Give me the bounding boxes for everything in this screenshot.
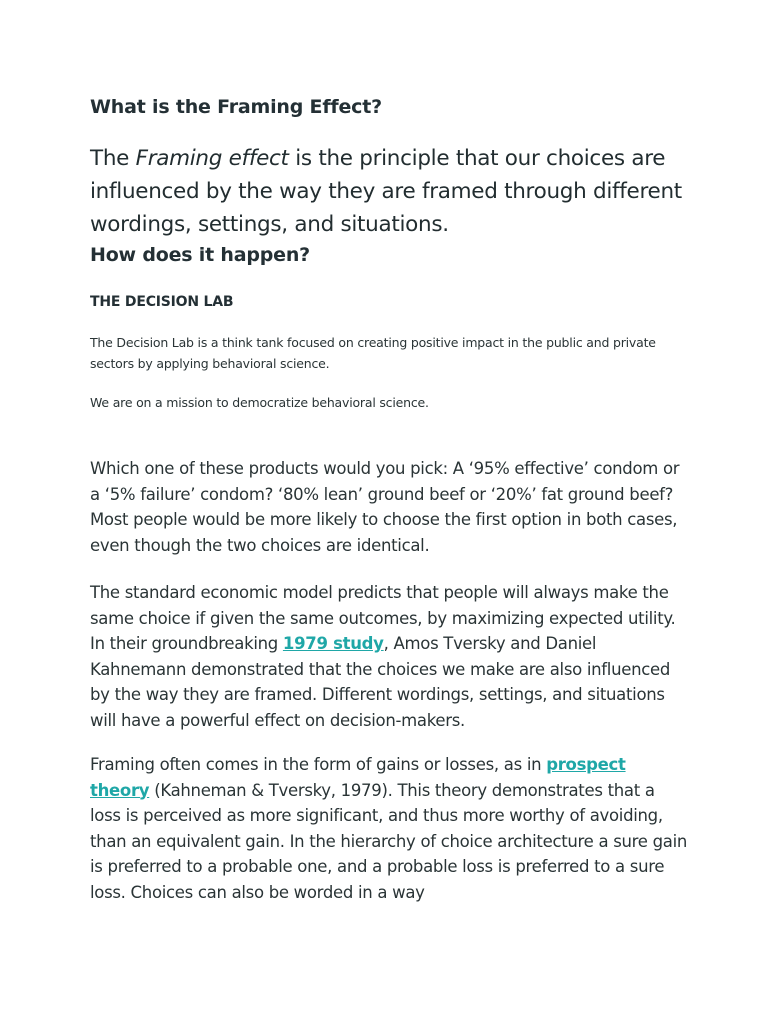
body-paragraph-3-pre: Framing often comes in the form of gains or losses, as in bbox=[90, 755, 547, 774]
decision-lab-mission: We are on a mission to democratize behavioral science. bbox=[90, 395, 429, 410]
decision-lab-description: The Decision Lab is a think tank focused on creating positive impact in the public and private sectors by applying behavioral science. bbox=[90, 335, 656, 371]
prospect-theory-link[interactable]: prospect theory bbox=[90, 755, 626, 800]
body-paragraph-1: Which one of these products would you pick: A ‘95% effective’ condom or a ‘5% failure’ condom? ‘80% lean’ ground beef or ‘20%’ fat ground beef? Most people would be more likely to choose the first option in both cases, even though the two choices are identical. bbox=[90, 459, 680, 555]
decision-lab-title: THE DECISION LAB bbox=[90, 294, 234, 310]
intro-paragraph bbox=[90, 142, 720, 241]
body-paragraph-2 bbox=[90, 580, 690, 733]
body-paragraph-3-post: (Kahneman & Tversky, 1979). This theory demonstrates that a loss is perceived as more significant, and thus more worthy of avoiding, than an equivalent gain. In the hierarchy of choice architecture a sure gain is preferred to a probable one, and a probable loss is preferred to a sure loss. Choices can also be worded in a way bbox=[90, 780, 688, 902]
intro-text-pre: The bbox=[90, 146, 136, 171]
section-subheading: How does it happen? bbox=[90, 244, 310, 266]
study-1979-link[interactable]: 1979 study bbox=[282, 634, 384, 653]
intro-text-post: is the principle that our choices are influenced by the way they are framed through different wordings, settings, and situations. bbox=[90, 146, 682, 237]
body-paragraph-2-pre: The standard economic model predicts that people will always make the same choice if given the same outcomes, by maximizing expected utility. In their groundbreaking bbox=[90, 583, 676, 653]
intro-emphasis: Framing effect bbox=[135, 146, 289, 171]
page-title: What is the Framing Effect? bbox=[90, 96, 382, 118]
body-paragraph-3 bbox=[90, 752, 690, 905]
body-paragraph-2-post: , Amos Tversky and Daniel Kahnemann demonstrated that the choices we make are also influenced by the way they are framed. Different wordings, settings, and situations will have a powerful effect on decision-makers. bbox=[90, 634, 671, 730]
